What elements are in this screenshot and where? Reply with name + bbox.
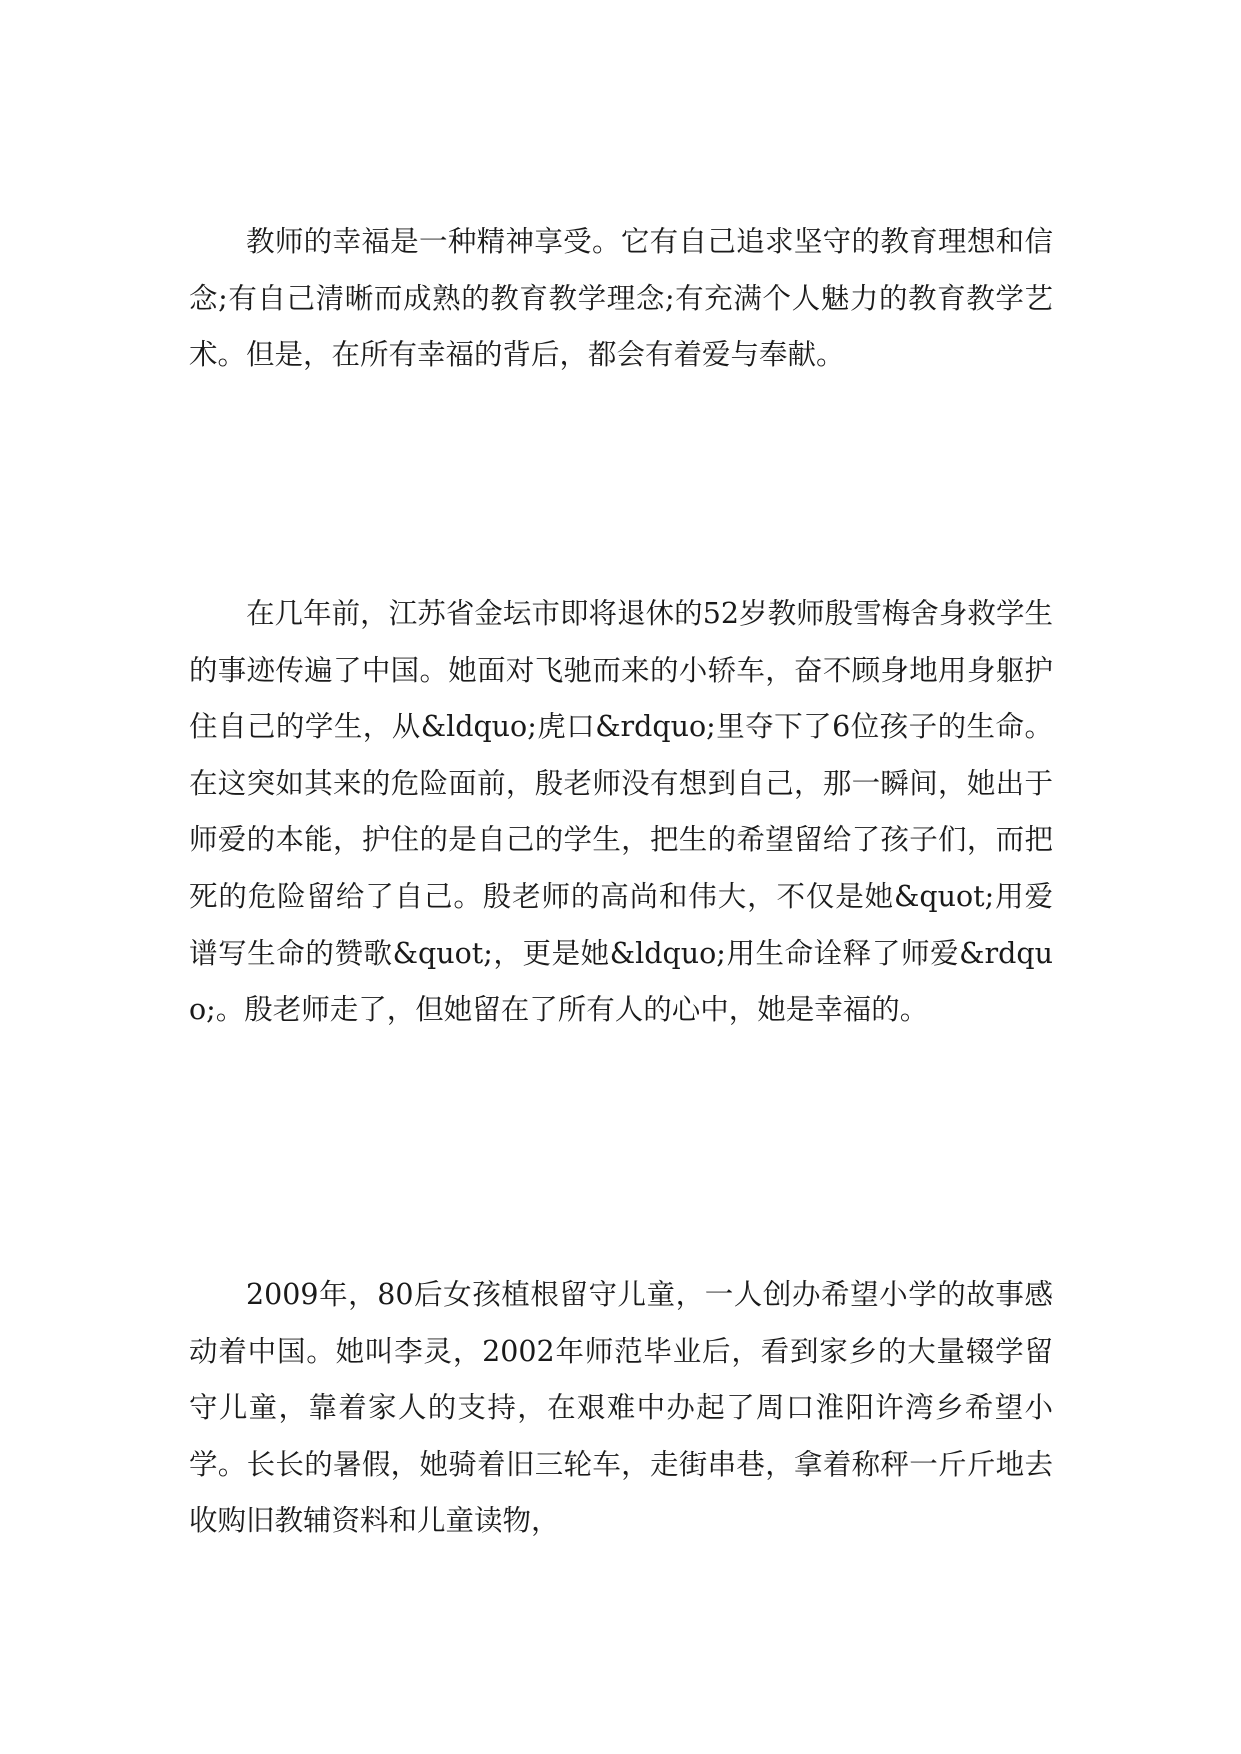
paragraph-yin-xuemei-story: 在几年前，江苏省金坛市即将退休的52岁教师殷雪梅舍身救学生的事迹传遍了中国。她面对飞驰而来的小轿车，奋不顾身地用身躯护住自己的学生，从&ldquo;虎口&rdquo;里夺下了6位孩子的生命。在这突如其来的危险面前，殷老师没有想到自己，那一瞬间，她出于师爱的本能，护住的是自己的学生，把生的希望留给了孩子们，而把死的危险留给了自己。殷老师的高尚和伟大，不仅是她&quot;用爱谱写生命的赞歌&quot;，更是她&ldquo;用生命诠释了师爱&rdquo;。殷老师走了，但她留在了所有人的心中，她是幸福的。 — [189, 597, 1053, 1027]
paragraph-teacher-happiness: 教师的幸福是一种精神享受。它有自己追求坚守的教育理想和信念;有自己清晰而成熟的教育教学理念;有充满个人魅力的教育教学艺术。但是，在所有幸福的背后，都会有着爱与奉献。 — [189, 225, 1053, 372]
paragraph-li-ling-story: 2009年，80后女孩植根留守儿童，一人创办希望小学的故事感动着中国。她叫李灵，2002年师范毕业后，看到家乡的大量辍学留守儿童，靠着家人的支持，在艰难中办起了周口淮阳许湾乡希望小学。长长的暑假，她骑着旧三轮车，走街串巷，拿着称秤一斤斤地去收购旧教辅资料和儿童读物， — [189, 1278, 1053, 1538]
